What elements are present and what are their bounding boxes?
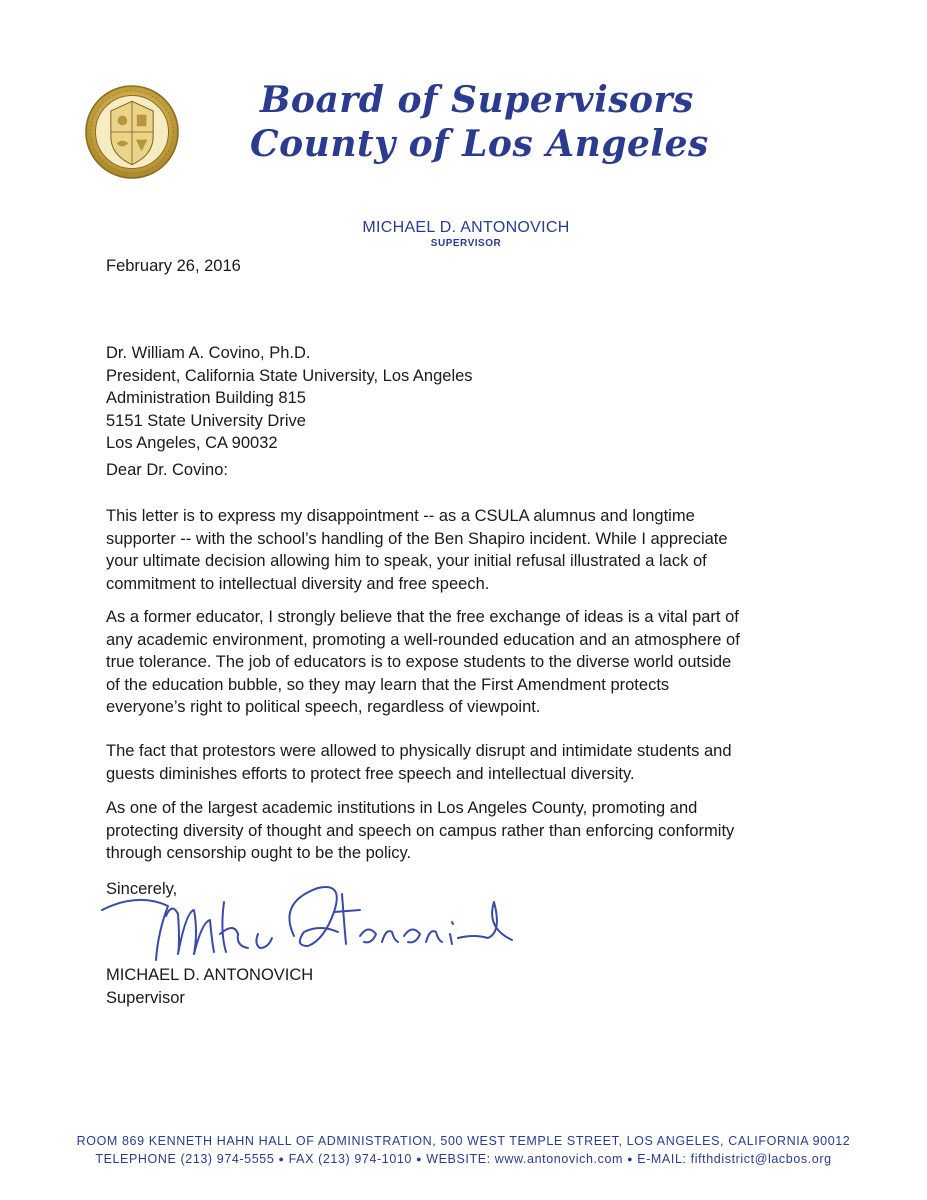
supervisor-header-title: SUPERVISOR: [430, 238, 502, 249]
signer-name: MICHAEL D. ANTONOVICH: [106, 966, 314, 984]
signature-block: [106, 964, 846, 1009]
county-seal-icon: [84, 84, 180, 180]
body-paragraph-2: As a former educator, I strongly believe that the free exchange of ideas is a vital part of any academic environment, promoting a well-rounded education and an atmosphere of true tolerance. The job of educators is to expose students to the diverse world outside of the education bubble, so they may learn that the First Amendment protects everyone’s right to political speech, regardless of viewpoint.: [106, 608, 740, 716]
footer-address: ROOM 869 KENNETH HAHN HALL OF ADMINISTRATION, 500 WEST TEMPLE STREET, LOS ANGELES, CALIFORNIA 90012: [76, 1134, 851, 1148]
recipient-name: Dr. William A. Covino, Ph.D.: [106, 344, 311, 362]
footer-contact: [30, 1150, 897, 1168]
closing: Sincerely,: [106, 880, 178, 898]
footer: [30, 1132, 897, 1168]
salutation: Dear Dr. Covino:: [106, 461, 228, 479]
bullet-separator-icon: ●: [278, 1154, 285, 1164]
supervisor-header-name: MICHAEL D. ANTONOVICH: [362, 219, 570, 236]
handwritten-signature: [98, 872, 528, 972]
recipient-street: 5151 State University Drive: [106, 411, 306, 430]
letter-date: February 26, 2016: [106, 257, 241, 275]
bullet-separator-icon: ●: [627, 1154, 634, 1164]
body-paragraph-3: The fact that protestors were allowed to physically disrupt and intimidate students and guests diminishes efforts to protect free speech and intellectual diversity.: [106, 742, 732, 783]
footer-email: E-MAIL: fifthdistrict@lacbos.org: [637, 1152, 832, 1166]
recipient-building: Administration Building 815: [106, 389, 306, 407]
body-paragraph-1: This letter is to express my disappointment -- as a CSULA alumnus and longtime supporter -- with the school’s handling of the Ben Shapiro incident. While I appreciate your ultimate decision allowing him to speak, your initial refusal illustrated a lack of commitment to intellectual diversity and free speech.: [106, 507, 728, 593]
footer-website: WEBSITE: www.antonovich.com: [426, 1152, 624, 1166]
letterhead-board-title: Board of Supervisors: [260, 79, 694, 121]
body-paragraph-4: As one of the largest academic institutions in Los Angeles County, promoting and protecting diversity of thought and speech on campus rather than enforcing conformity through censorship ought to be the policy.: [106, 799, 735, 862]
letterhead-county-title: County of Los Angeles: [250, 123, 709, 165]
supervisor-header: [346, 218, 586, 250]
footer-fax: FAX (213) 974-1010: [288, 1152, 412, 1166]
letterhead: [250, 78, 710, 166]
signer-title: Supervisor: [106, 988, 185, 1007]
recipient-city: Los Angeles, CA 90032: [106, 434, 278, 452]
recipient-address: [106, 342, 846, 455]
footer-telephone: TELEPHONE (213) 974-5555: [95, 1152, 275, 1166]
bullet-separator-icon: ●: [416, 1154, 423, 1164]
recipient-title: President, California State University, Los Angeles: [106, 366, 473, 385]
